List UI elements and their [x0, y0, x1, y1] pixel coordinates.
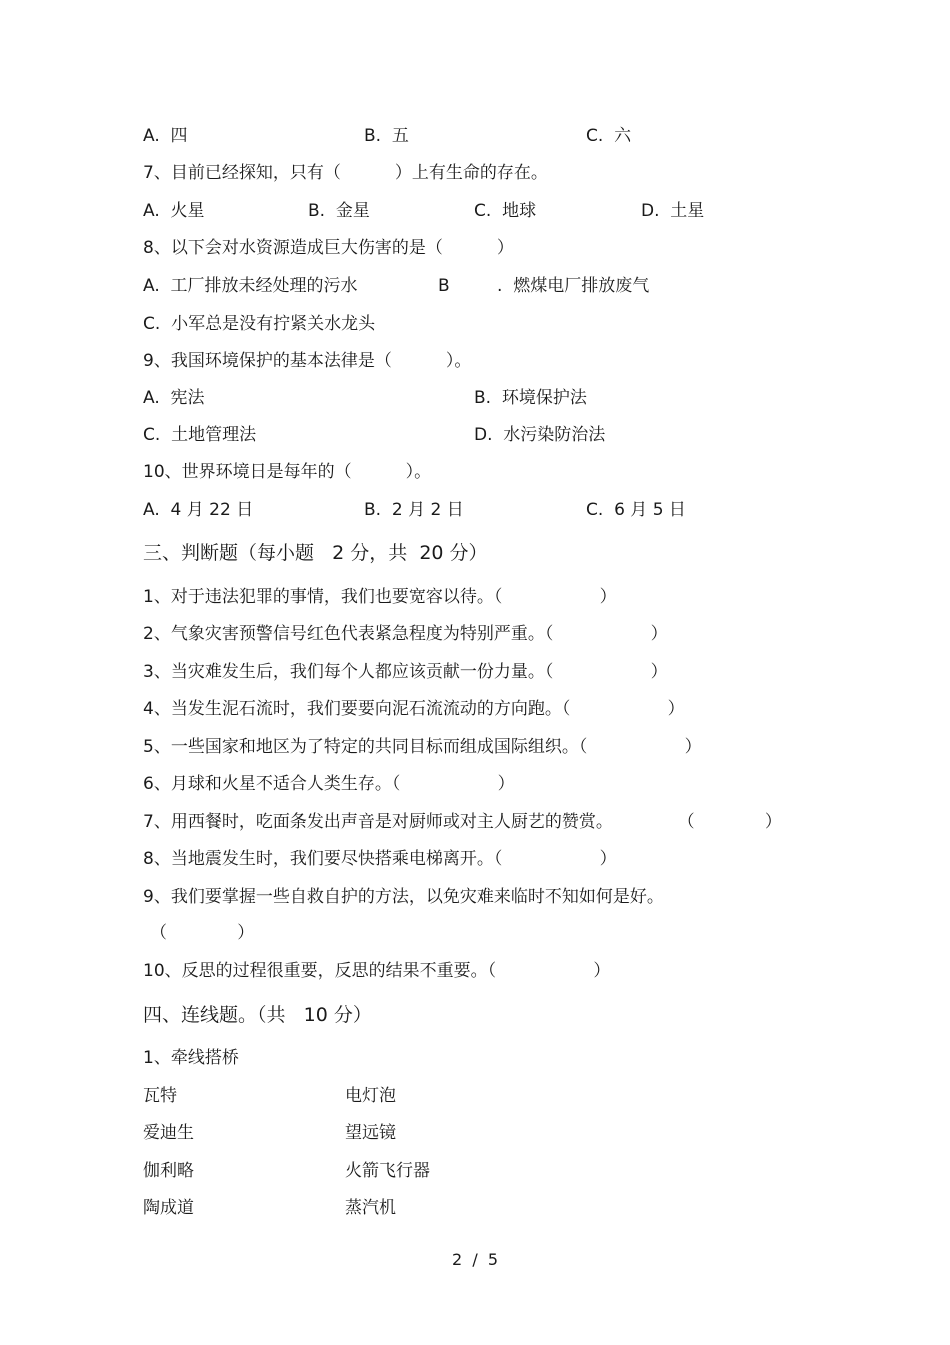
- judgment-item: 4、当发生泥石流时，我们要要向泥石流流动的方向跑。（ ）: [143, 699, 685, 719]
- matching-question-title: 1、牵线搭桥: [143, 1048, 239, 1068]
- q8-option-b-letter: B: [438, 276, 450, 296]
- q9-stem: 9、我国环境保护的基本法律是（ ）。: [143, 351, 472, 371]
- judgment-item: 5、一些国家和地区为了特定的共同目标而组成国际组织。（ ）: [143, 737, 702, 757]
- q10-stem: 10、世界环境日是每年的（ ）。: [143, 462, 432, 482]
- section4-title: 四、连线题。（共 10 分）: [143, 1004, 372, 1026]
- q9-option-b: B. 环境保护法: [474, 388, 587, 408]
- judgment-item: 1、对于违法犯罪的事情，我们也要宽容以待。（ ）: [143, 587, 617, 607]
- q8-option-a: A. 工厂排放未经处理的污水: [143, 276, 358, 296]
- q8-option-c: C. 小军总是没有拧紧关水龙头: [143, 314, 376, 334]
- matching-right-item: 火箭飞行器: [345, 1161, 430, 1181]
- q7-option-b: B. 金星: [308, 201, 370, 221]
- judgment-item: 8、当地震发生时，我们要尽快搭乘电梯离开。（ ）: [143, 849, 617, 869]
- q8-option-b-text: . 燃煤电厂排放废气: [497, 276, 650, 296]
- judgment-item: 10、反思的过程很重要，反思的结果不重要。（ ）: [143, 961, 611, 981]
- matching-right-item: 蒸汽机: [345, 1198, 396, 1218]
- judgment-item: 2、气象灾害预警信号红色代表紧急程度为特别严重。（ ）: [143, 624, 668, 644]
- q9-option-a: A. 宪法: [143, 388, 205, 408]
- q6-option-a: A. 四: [143, 126, 188, 146]
- matching-right-item: 电灯泡: [345, 1086, 396, 1106]
- q7-option-c: C. 地球: [474, 201, 537, 221]
- q7-stem: 7、目前已经探知，只有（ ）上有生命的存在。: [143, 163, 548, 183]
- judgment-item: 6、月球和火星不适合人类生存。（ ）: [143, 774, 515, 794]
- q8-stem: 8、以下会对水资源造成巨大伤害的是（ ）: [143, 238, 514, 258]
- matching-left-item: 陶成道: [143, 1198, 194, 1218]
- section3-title: 三、判断题（每小题 2 分，共 20 分）: [143, 542, 488, 564]
- judgment-item: 3、当灾难发生后，我们每个人都应该贡献一份力量。（ ）: [143, 662, 668, 682]
- q6-option-c: C. 六: [586, 126, 632, 146]
- page-number: 2 / 5: [452, 1250, 499, 1269]
- q10-option-b: B. 2 月 2 日: [364, 500, 464, 520]
- matching-left-item: 伽利略: [143, 1161, 194, 1181]
- matching-left-item: 爱迪生: [143, 1123, 194, 1143]
- judgment-item: 9、我们要掌握一些自救自护的方法，以免灾难来临时不知如何是好。: [143, 887, 664, 907]
- q7-option-a: A. 火星: [143, 201, 205, 221]
- q10-option-c: C. 6 月 5 日: [586, 500, 686, 520]
- q6-option-b: B. 五: [364, 126, 409, 146]
- q9-option-d: D. 水污染防治法: [474, 425, 606, 445]
- matching-left-item: 瓦特: [143, 1086, 177, 1106]
- q7-option-d: D. 土星: [641, 201, 705, 221]
- q10-option-a: A. 4 月 22 日: [143, 500, 254, 520]
- judgment-item: 7、用西餐时，吃面条发出声音是对厨师或对主人厨艺的赞赏。 （ ）: [143, 812, 782, 832]
- matching-right-item: 望远镜: [345, 1123, 396, 1143]
- judgment-answer-blank: （ ）: [150, 923, 255, 943]
- q9-option-c: C. 土地管理法: [143, 425, 257, 445]
